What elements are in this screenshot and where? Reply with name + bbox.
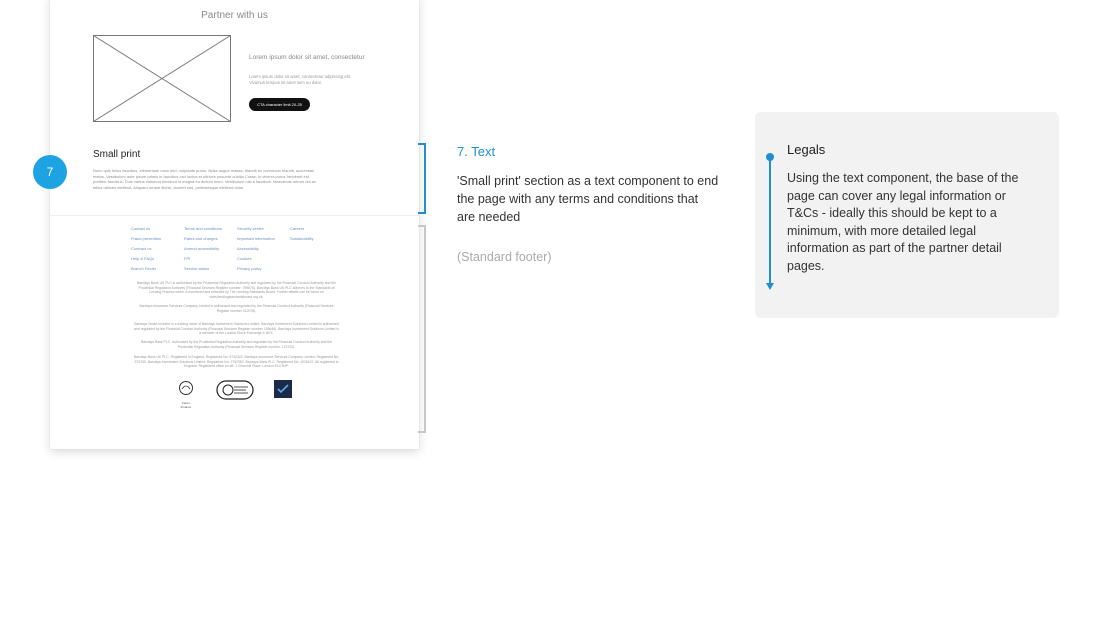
arrow-down-icon — [766, 283, 774, 290]
footer-link[interactable]: Terms and conditions — [184, 226, 222, 231]
footer-link[interactable]: Service status — [184, 266, 210, 271]
footer-link[interactable]: Amend accessibility — [184, 246, 220, 251]
legals-body: Using the text component, the base of the page can cover any legal information or T&Cs - ideally this should be kept to a minimum, with more detailed legal information as part of the partner detail pages. — [787, 171, 1019, 273]
partner-section-title: Partner with us — [201, 10, 268, 21]
footer-link[interactable]: Careers — [290, 226, 305, 231]
footer-link[interactable] — [290, 256, 330, 261]
footer-link[interactable] — [290, 266, 330, 271]
promo-heading: Lorem ipsum dolor sit amet, consectetur — [249, 54, 365, 61]
step-number-badge: 7 — [33, 155, 67, 189]
age-friendly-badge-icon — [216, 380, 254, 405]
legal-text: Barclays Bank UK PLC is authorised by the Prudential Regulation Authority and regulated by the Financial Conduct Authority and the Prudential Regulation Authority (Financial Services Register number: 759676). Barclays Bank UK PLC adheres to the Standards of Lending Practice which is monitored and enforced by The Lending Standards Board. Further details can be found on www.lendingstandardsboard.org.uk. — [136, 281, 337, 299]
footer-link[interactable]: Important information — [237, 236, 275, 241]
legal-text: Barclays Smart Investor is a trading name of Barclays Investment Solutions Limited. Barclays Investment Solutions Limited is authorised and regulated by the Financial Conduct Authority (Financial Services Register number 155646). Barclays Investment Solutions Limited is a member of the London Stock Exchange & NEX. — [134, 322, 339, 336]
wireframe-preview — [50, 0, 419, 449]
legals-panel — [755, 112, 1059, 318]
footer-link[interactable]: Help & FAQs — [131, 256, 155, 261]
footer-links — [131, 226, 341, 271]
footer-divider — [50, 215, 419, 216]
promo-body: Lorem ipsum dolor sit amet, consectetur adipiscing elit. Vivamus tempus sit amet sem eu dolor. — [249, 74, 351, 85]
annotation-description: 'Small print' section as a text component to end the page with any terms and conditions that are needed — [457, 174, 719, 224]
legals-title: Legals — [787, 142, 826, 157]
small-print-body: Nunc quis tellus faucibus, elementum nunc sed, vulputate purus. Nulla augue massa, blandit eu commodo blandit, accumsan metus. Vestibulum ante ipsum primis in faucibus orci luctus et ultrices posuere cubilia Curae; In viverra purus hendrerit est porttitor faucibus. Duis varius euismod tincidunt id magna eu dictum enim. Vestibulum nisl a faucibus. Maecenas rutrum dui ac tellus ultrices eleifend. Aliquam ornare libero, laoreet sed, pellentesque eleifend dolor. — [93, 168, 316, 190]
footer-link[interactable]: Contact us — [131, 226, 151, 231]
legals-flow-dot-icon — [766, 153, 774, 161]
footer-link[interactable]: Accessibility — [237, 246, 259, 251]
footer-link[interactable]: Privacy policy — [237, 266, 262, 271]
legal-text: Barclays Insurance Services Company Limited is authorised and regulated by the Financial Conduct Authority (Financial Services Register number 312078). — [139, 304, 334, 313]
footer-link[interactable]: FPI — [184, 256, 191, 261]
annotation-title: 7. Text — [457, 144, 496, 159]
badge-label: Fairer Finance — [180, 401, 192, 409]
footer-link[interactable]: Fraud prevention — [131, 236, 162, 241]
footer-link[interactable]: Rates and charges — [184, 236, 218, 241]
footer-link[interactable]: Sustainability — [290, 236, 314, 241]
legal-text: Barclays Bank PLC. Authorised by the Prudential Regulation Authority and regulated by the Financial Conduct Authority and the Prudential Regulation Authority (Financial Services Register number: 122702). — [140, 340, 333, 349]
footer-link[interactable]: Security centre — [237, 226, 264, 231]
cyber-essentials-badge-icon — [274, 380, 292, 403]
text-section-bracket — [418, 143, 426, 214]
footer-link[interactable] — [290, 246, 330, 251]
trust-badges — [50, 380, 419, 409]
standard-footer-note: (Standard footer) — [457, 250, 552, 264]
image-placeholder-icon — [93, 35, 231, 122]
legal-text: Barclays Bank UK PLC. Registered in England. Registered No: 9740322. Barclays Insurance Services Company Limited. Registered No: 973765. Barclays Investment Solutions Limited. Registered No: 2752982. Barclays Bank PLC. Registered No: 1026167. All registered in England. Registered office for all: 1 Churchill Place, London E14 5HP. — [133, 355, 340, 369]
fairer-finance-badge-icon — [178, 380, 194, 409]
small-print-title: Small print — [93, 149, 141, 160]
legals-flow-line — [769, 156, 771, 286]
footer-link[interactable]: Cookies — [237, 256, 252, 261]
cta-button[interactable]: CTA character limit 20-25 — [249, 98, 310, 111]
footer-link[interactable]: Branch Finder — [131, 266, 157, 271]
footer-section-bracket — [418, 225, 426, 433]
footer-link[interactable]: Contract us — [131, 246, 152, 251]
